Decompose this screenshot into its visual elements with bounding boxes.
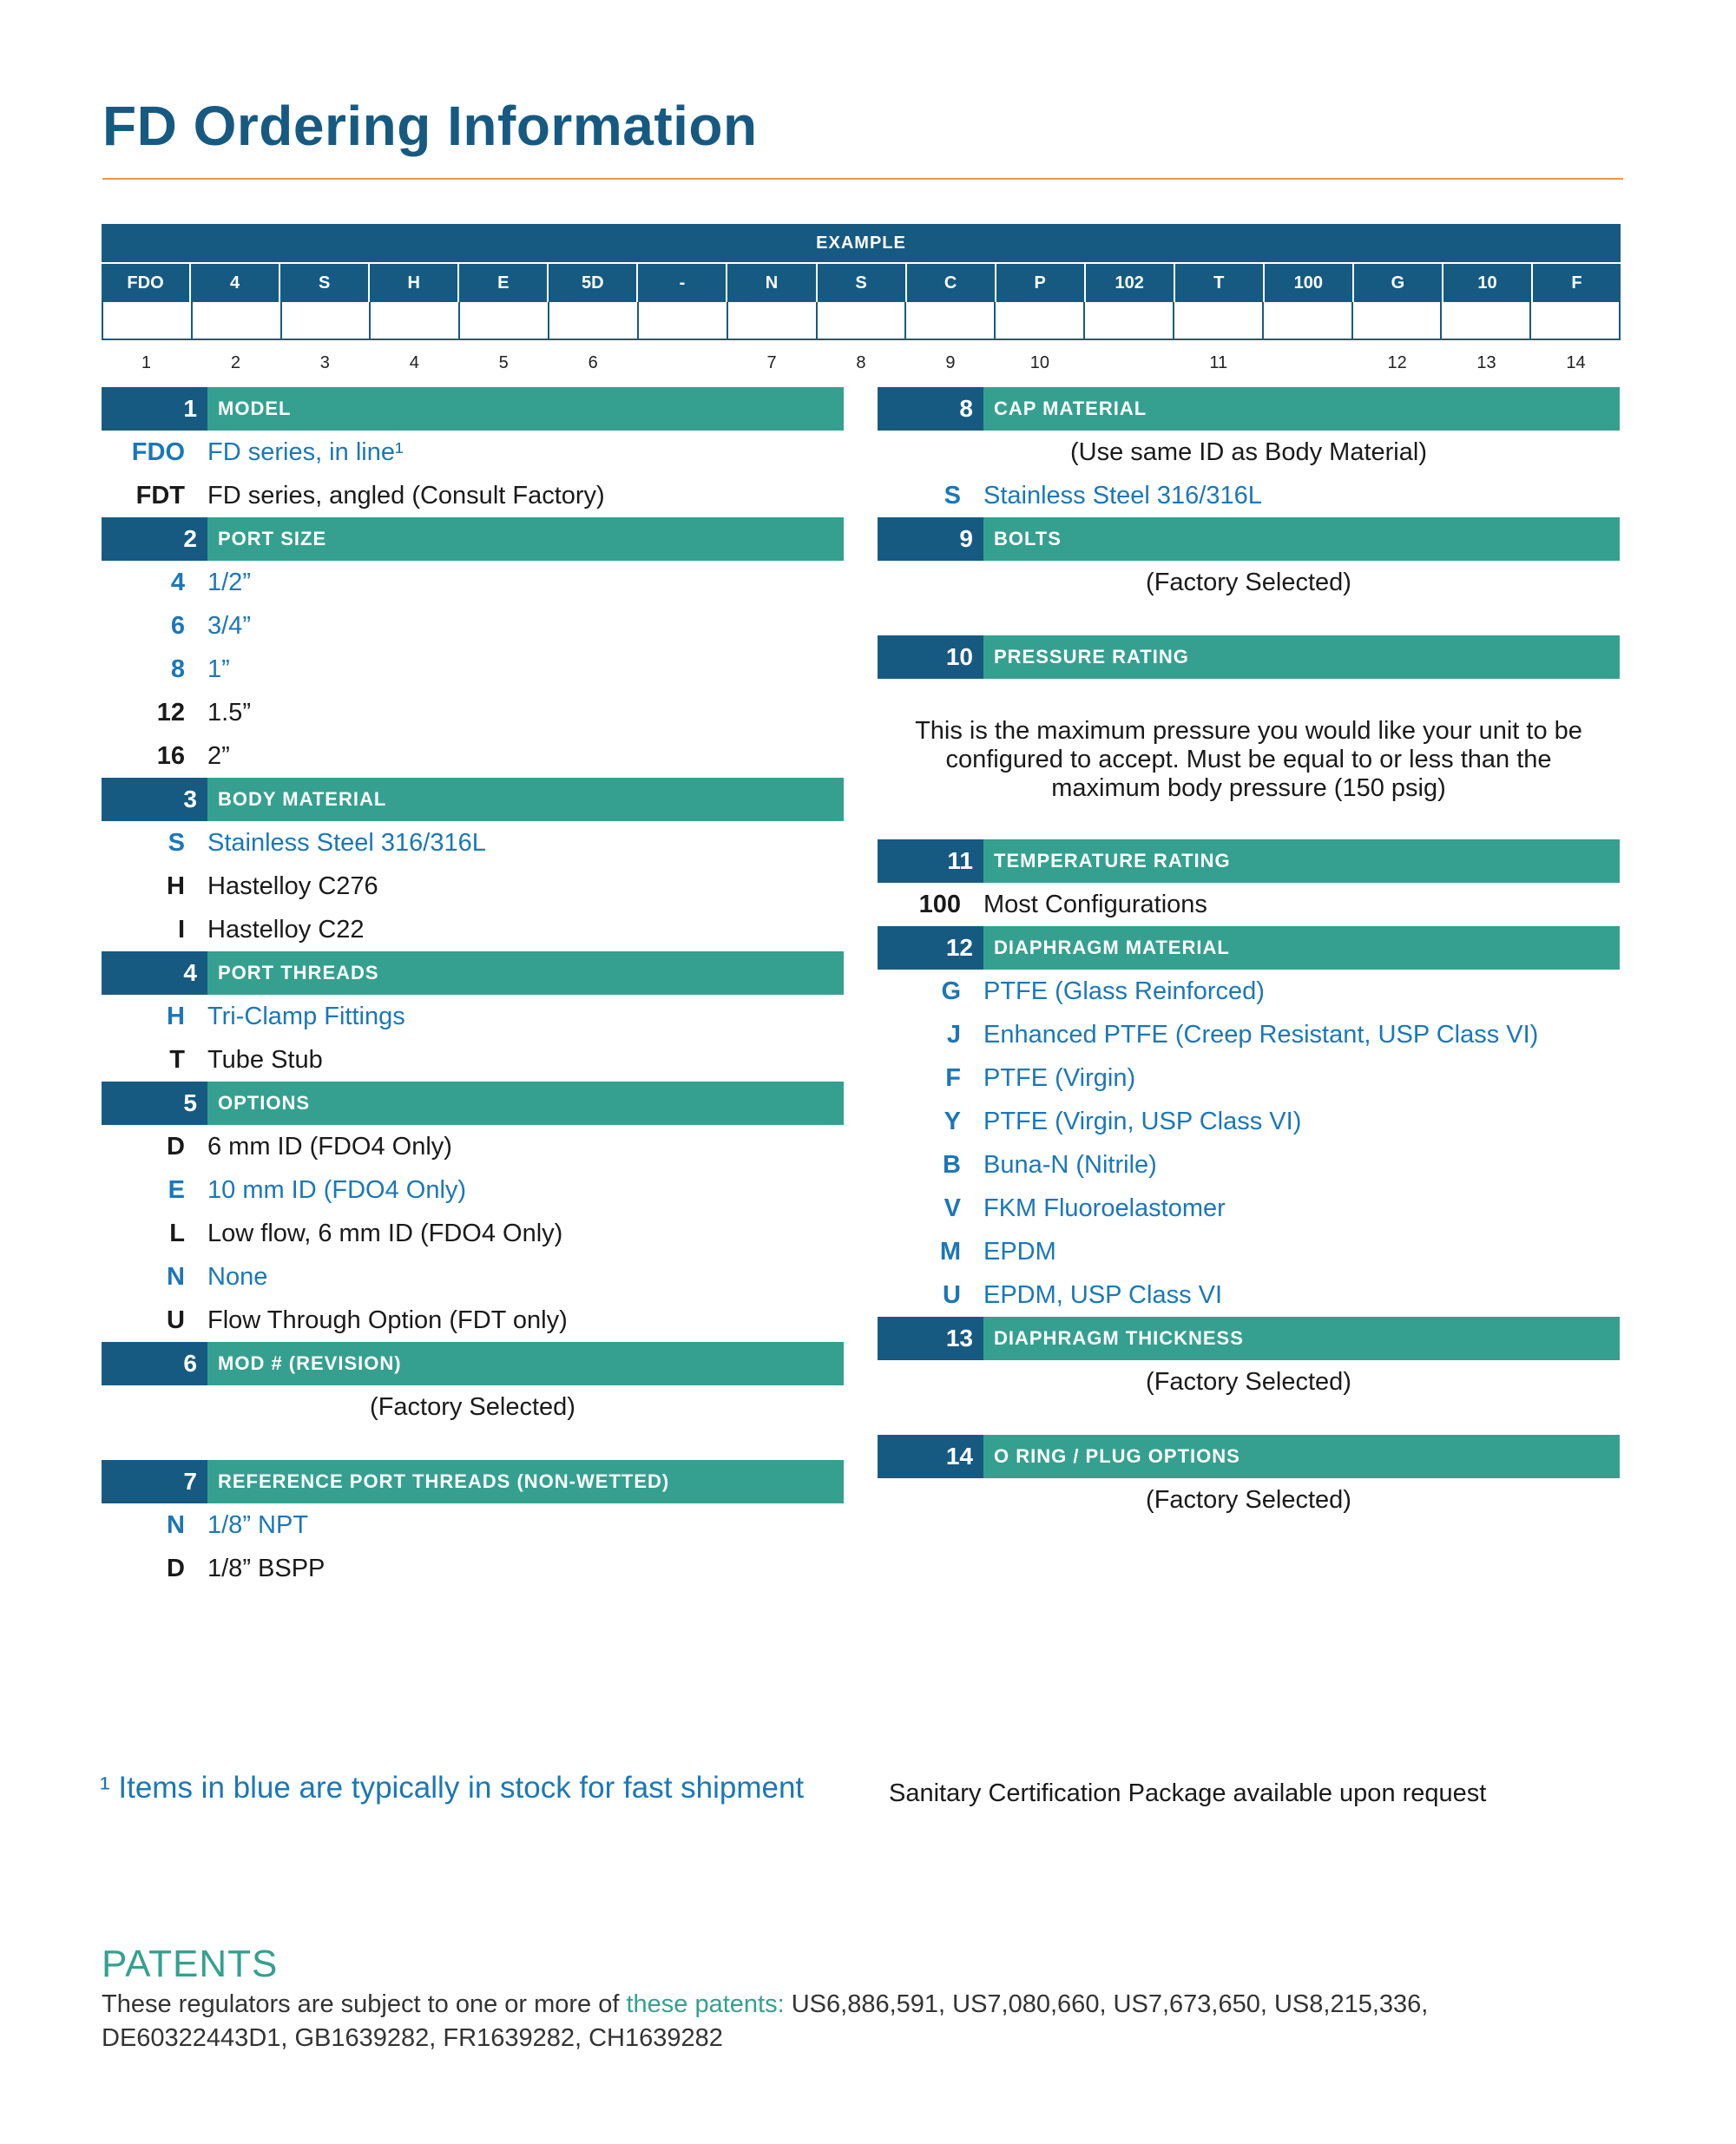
spacer	[878, 604, 1620, 635]
section-header-mod-revision	[102, 1342, 844, 1385]
section-header-diaphragm-material	[878, 926, 1620, 970]
example-entry-box	[549, 302, 639, 339]
option-code: FDO	[131, 437, 185, 466]
option-desc: 1.5”	[207, 698, 251, 727]
patents-list: US6,886,591, US7,080,660, US7,673,650, US8,215,336, DE60322443D1, GB1639282, FR1639282, CH1639282	[102, 1990, 1429, 2052]
section-number: 13	[878, 1317, 983, 1360]
section-header-options	[102, 1082, 844, 1125]
example-position-numbers	[102, 345, 1621, 380]
option-code: I	[177, 915, 185, 944]
option-code: 12	[156, 698, 185, 727]
example-entry-box	[818, 302, 907, 339]
title-divider	[102, 178, 1623, 180]
section-header-body-material	[102, 778, 844, 821]
section-number: 2	[102, 517, 207, 561]
section-header-diaphragm-thickness	[878, 1317, 1620, 1360]
example-code: C	[907, 264, 996, 302]
option-code: J	[946, 1020, 961, 1049]
example-entry-box	[282, 302, 372, 339]
option-desc: 1”	[207, 654, 230, 683]
section-label: BODY MATERIAL	[207, 778, 844, 821]
example-entry-box	[906, 302, 996, 339]
example-entry-box	[728, 302, 818, 339]
section-number: 4	[102, 951, 207, 995]
example-position: 11	[1209, 352, 1228, 372]
option-code: U	[943, 1280, 961, 1309]
option-row	[102, 821, 844, 865]
option-row	[102, 1125, 844, 1168]
option-row	[102, 908, 844, 951]
option-row	[102, 1038, 844, 1082]
option-row	[102, 1299, 844, 1342]
pressure-rating-note: This is the maximum pressure you would like your unit to be configured to accept. Must be equal to or less than the maximum body pressure (150 psig)	[915, 717, 1582, 802]
section-header-bolts	[878, 517, 1620, 561]
example-entry-box	[193, 302, 282, 339]
example-entry-box	[1442, 302, 1531, 339]
example-position: 2	[230, 352, 240, 372]
section-label: TEMPERATURE RATING	[983, 839, 1620, 883]
example-position	[1263, 345, 1352, 380]
option-desc: Flow Through Option (FDT only)	[207, 1305, 568, 1334]
option-desc: Hastelloy C276	[207, 871, 378, 900]
section-note: (Factory Selected)	[370, 1392, 575, 1421]
option-row	[878, 474, 1620, 517]
left-column	[102, 387, 844, 1590]
option-desc: PTFE (Virgin)	[983, 1063, 1136, 1092]
option-row	[878, 970, 1620, 1013]
section-number: 3	[102, 778, 207, 821]
section-note: (Use same ID as Body Material)	[1070, 437, 1427, 466]
option-desc: Most Configurations	[983, 890, 1207, 918]
option-code: M	[939, 1237, 961, 1266]
option-desc: 3/4”	[207, 611, 251, 640]
option-desc: FD series, angled (Consult Factory)	[207, 481, 605, 510]
option-code: D	[167, 1132, 185, 1161]
section-note: (Factory Selected)	[1146, 1367, 1351, 1396]
section-header-pressure-rating	[878, 635, 1620, 679]
option-code: S	[944, 481, 961, 510]
option-code: N	[167, 1262, 185, 1291]
option-row	[878, 1273, 1620, 1317]
option-row	[102, 1212, 844, 1255]
example-code: E	[459, 264, 549, 302]
option-desc: Low flow, 6 mm ID (FDO4 Only)	[207, 1219, 563, 1247]
example-entry-box	[1264, 302, 1353, 339]
example-code: S	[280, 264, 370, 302]
example-position: 4	[409, 352, 419, 372]
example-entry-box	[1174, 302, 1264, 339]
example-entry-box	[639, 302, 728, 339]
option-desc: PTFE (Glass Reinforced)	[983, 977, 1265, 1005]
example-position: 5	[498, 352, 509, 372]
option-desc: FD series, in line¹	[207, 437, 404, 466]
section-note: (Factory Selected)	[1146, 1485, 1351, 1514]
option-code: 100	[918, 890, 961, 918]
patents-link[interactable]: these patents:	[626, 1990, 785, 2018]
option-row	[878, 1143, 1620, 1187]
option-code: Y	[944, 1107, 961, 1135]
example-entry-box	[996, 302, 1085, 339]
section-label: CAP MATERIAL	[983, 387, 1620, 431]
example-position: 13	[1476, 352, 1496, 372]
option-code: 4	[170, 568, 185, 596]
section-number: 9	[878, 517, 983, 561]
option-code: V	[944, 1194, 961, 1222]
patents-text	[102, 1988, 1595, 2055]
example-position	[1084, 345, 1174, 380]
section-label: PORT THREADS	[207, 951, 844, 995]
section-note: (Factory Selected)	[1146, 568, 1351, 596]
option-code: S	[168, 828, 185, 857]
option-code: N	[167, 1510, 185, 1539]
section-number: 7	[102, 1460, 207, 1503]
example-entry-box	[1353, 302, 1443, 339]
example-code: 4	[191, 264, 280, 302]
example-code: H	[370, 264, 459, 302]
section-label: REFERENCE PORT THREADS (NON-WETTED)	[207, 1460, 844, 1503]
example-position: 10	[1029, 352, 1049, 372]
example-code: N	[727, 264, 817, 302]
section-header-model	[102, 387, 844, 431]
option-row	[102, 691, 844, 734]
option-row	[878, 1187, 1620, 1230]
section-label: O RING / PLUG OPTIONS	[983, 1435, 1620, 1478]
option-row	[102, 1168, 844, 1212]
section-header-temperature-rating	[878, 839, 1620, 883]
option-desc: Tube Stub	[207, 1045, 323, 1074]
option-desc: Tri-Clamp Fittings	[207, 1002, 405, 1030]
example-table	[102, 224, 1621, 380]
patents-lead: These regulators are subject to one or more of	[102, 1990, 627, 2018]
sanitary-note: Sanitary Certification Package available upon request	[889, 1779, 1487, 1807]
example-code: F	[1571, 273, 1582, 293]
section-number: 12	[878, 926, 983, 970]
option-code: T	[169, 1045, 185, 1074]
option-row	[102, 648, 844, 691]
option-code: F	[945, 1063, 961, 1092]
section-header-reference-port-threads	[102, 1460, 844, 1503]
section-header-cap-material	[878, 387, 1620, 431]
option-code: U	[167, 1305, 185, 1334]
option-desc: Hastelloy C22	[207, 915, 365, 944]
option-row	[102, 474, 844, 517]
example-header: EXAMPLE	[102, 224, 1621, 264]
option-desc: None	[207, 1262, 268, 1291]
option-row	[878, 1013, 1620, 1056]
option-row	[878, 1056, 1620, 1100]
section-label: DIAPHRAGM THICKNESS	[983, 1317, 1620, 1360]
patents-heading: PATENTS	[102, 1943, 279, 1985]
option-desc: Stainless Steel 316/316L	[207, 828, 486, 857]
example-position: 9	[945, 352, 956, 372]
right-column	[878, 387, 1620, 1522]
example-position: 6	[588, 352, 598, 372]
example-code: 10	[1443, 264, 1533, 302]
example-entry-box	[1531, 302, 1619, 339]
section-label: MODEL	[207, 387, 844, 431]
option-row	[878, 1100, 1620, 1143]
option-desc: EPDM, USP Class VI	[983, 1280, 1223, 1309]
option-desc: 10 mm ID (FDO4 Only)	[207, 1175, 467, 1204]
example-position: 3	[319, 352, 330, 372]
option-desc: 1/2”	[207, 568, 251, 596]
example-code: -	[638, 264, 727, 302]
option-desc: 2”	[207, 741, 230, 770]
section-label: PRESSURE RATING	[983, 635, 1620, 679]
section-label: BOLTS	[983, 517, 1620, 561]
example-entry-box	[103, 302, 193, 339]
section-number: 8	[878, 387, 983, 431]
example-position: 14	[1566, 352, 1586, 372]
spacer	[102, 1429, 844, 1460]
option-desc: PTFE (Virgin, USP Class VI)	[983, 1107, 1302, 1135]
option-desc: Enhanced PTFE (Creep Resistant, USP Class VI)	[983, 1020, 1539, 1049]
section-header-port-size	[102, 517, 844, 561]
option-row	[878, 883, 1620, 926]
example-entry-row	[102, 302, 1621, 340]
option-desc: 1/8” NPT	[207, 1510, 309, 1539]
option-desc: Buna-N (Nitrile)	[983, 1150, 1157, 1179]
option-code: 8	[170, 654, 185, 683]
option-row	[102, 1503, 844, 1547]
option-code: L	[169, 1219, 185, 1247]
example-position	[638, 345, 727, 380]
spacer	[878, 679, 1620, 717]
example-entry-box	[371, 302, 460, 339]
example-position: 12	[1387, 352, 1407, 372]
section-number: 6	[102, 1342, 207, 1385]
option-code: 16	[156, 741, 185, 770]
section-header-o-ring-plug-options	[878, 1435, 1620, 1478]
option-desc: 6 mm ID (FDO4 Only)	[207, 1132, 452, 1161]
option-row	[102, 604, 844, 648]
option-desc: EPDM	[983, 1237, 1056, 1266]
spacer	[878, 1404, 1620, 1435]
example-code: 5D	[549, 264, 638, 302]
option-row	[878, 1230, 1620, 1273]
section-number: 11	[878, 839, 983, 883]
example-code: P	[996, 264, 1086, 302]
page-title: FD Ordering Information	[102, 95, 758, 157]
example-entry-box	[1085, 302, 1174, 339]
option-code: H	[167, 1002, 185, 1030]
example-codes-row	[102, 264, 1621, 302]
spacer	[878, 803, 1620, 839]
option-code: 6	[170, 611, 185, 640]
option-row	[102, 1547, 844, 1590]
option-desc: FKM Fluoroelastomer	[983, 1194, 1226, 1222]
option-row	[102, 995, 844, 1038]
example-code: T	[1175, 264, 1265, 302]
option-row	[102, 734, 844, 778]
section-number: 14	[878, 1435, 983, 1478]
section-label: OPTIONS	[207, 1082, 844, 1125]
option-code: E	[168, 1175, 185, 1204]
option-code: G	[941, 977, 961, 1005]
option-row	[102, 865, 844, 908]
example-code: 100	[1265, 264, 1354, 302]
section-header-port-threads	[102, 951, 844, 995]
option-code: FDT	[135, 481, 185, 510]
section-number: 5	[102, 1082, 207, 1125]
stock-footnote: ¹ Items in blue are typically in stock for fast shipment	[100, 1771, 805, 1805]
option-row	[102, 561, 844, 604]
example-position: 8	[856, 352, 866, 372]
example-position: 1	[141, 352, 152, 372]
option-code: B	[943, 1150, 961, 1179]
option-code: D	[167, 1554, 185, 1582]
section-label: DIAPHRAGM MATERIAL	[983, 926, 1620, 970]
example-code: FDO	[102, 264, 191, 302]
option-desc: 1/8” BSPP	[207, 1554, 326, 1582]
example-code: S	[818, 264, 907, 302]
example-entry-box	[460, 302, 549, 339]
option-row	[102, 1255, 844, 1299]
section-label: MOD # (REVISION)	[207, 1342, 844, 1385]
section-number: 1	[102, 387, 207, 431]
option-code: H	[167, 871, 185, 900]
example-code: G	[1354, 264, 1443, 302]
section-number: 10	[878, 635, 983, 679]
example-position: 7	[766, 352, 777, 372]
option-row	[102, 431, 844, 474]
section-label: PORT SIZE	[207, 517, 844, 561]
example-code: 102	[1086, 264, 1175, 302]
option-desc: Stainless Steel 316/316L	[983, 481, 1262, 510]
